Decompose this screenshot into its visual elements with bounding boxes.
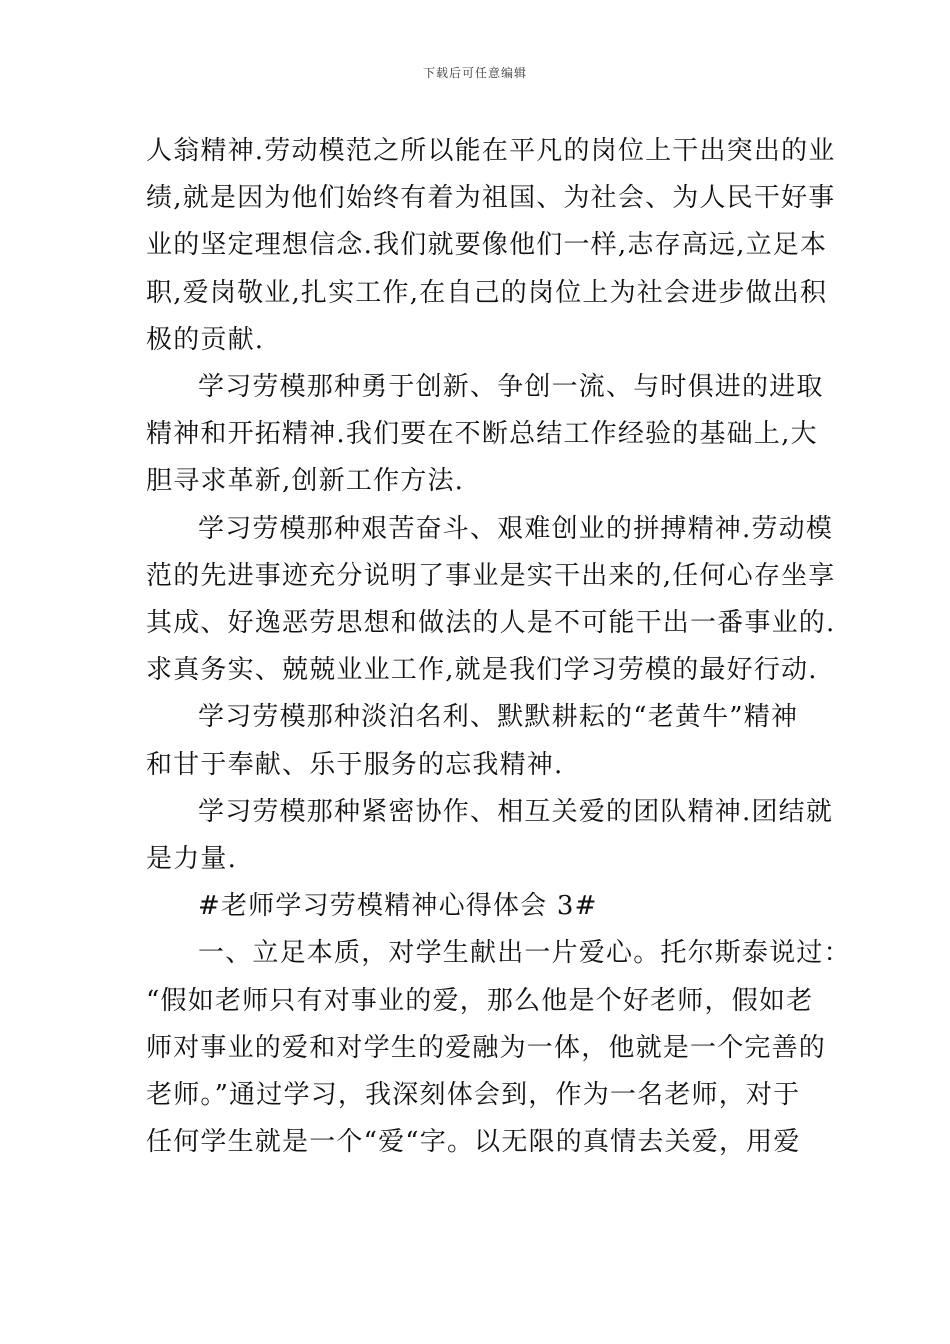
text-line: 学习劳模那种紧密协作、相互关爱的团队精神.团结就	[198, 796, 834, 827]
text-line: 和甘于奉献、乐于服务的忘我精神.	[146, 749, 564, 780]
text-line: 是力量.	[146, 844, 238, 875]
text-line: 一、立足本质，对学生献出一片爱心。托尔斯泰说过：	[198, 938, 851, 969]
text-line: 学习劳模那种勇于创新、争创一流、与时俱进的进取	[198, 372, 824, 403]
text-line: “假如老师只有对事业的爱，那么他是个好老师，假如老	[146, 985, 814, 1016]
section-heading	[146, 883, 810, 930]
paragraph-6	[146, 930, 851, 1166]
text-line: 精神和开拓精神.我们要在不断总结工作经验的基础上,大	[146, 419, 818, 450]
text-line: 职,爱岗敬业,扎实工作,在自己的岗位上为社会进步做出积	[146, 277, 828, 308]
document-body	[146, 128, 851, 1166]
text-line: 极的贡献.	[146, 324, 265, 355]
paragraph-3	[146, 506, 836, 695]
text-line: 学习劳模那种艰苦奋斗、艰难创业的拼搏精神.劳动模	[198, 513, 834, 544]
text-line: 师对事业的爱和对学生的爱融为一体，他就是一个完善的	[146, 1032, 827, 1063]
paragraph-1	[146, 128, 836, 364]
text-line: 业的坚定理想信念.我们就要像他们一样,志存高远,立足本	[146, 230, 828, 261]
text-line: 绩,就是因为他们始终有着为祖国、为社会、为人民干好事	[146, 183, 836, 214]
text-line: 任何学生就是一个“爱“字。以无限的真情去关爱，用爱	[146, 1127, 801, 1158]
paragraph-4	[146, 694, 810, 788]
text-line: 胆寻求革新,创新工作方法.	[146, 466, 465, 497]
text-line: 其成、好逸恶劳思想和做法的人是不可能干出一番事业的.	[146, 608, 836, 639]
page-header: 下载后可任意编辑	[422, 66, 527, 80]
text-line: 人翁精神.劳动模范之所以能在平凡的岗位上干出突出的业	[146, 136, 836, 166]
paragraph-5	[146, 789, 834, 883]
section-heading-text: #老师学习劳模精神心得体会 3#	[198, 891, 598, 922]
text-line: 范的先进事迹充分说明了事业是实干出来的,任何心存坐享	[146, 560, 836, 591]
text-line: 老师。”通过学习，我深刻体会到，作为一名老师，对于	[146, 1080, 801, 1111]
paragraph-2	[146, 364, 824, 506]
text-line: 学习劳模那种淡泊名利、默默耕耘的“老黄牛”精神	[198, 702, 799, 733]
text-line: 求真务实、兢兢业业工作,就是我们学习劳模的最好行动.	[146, 655, 818, 686]
